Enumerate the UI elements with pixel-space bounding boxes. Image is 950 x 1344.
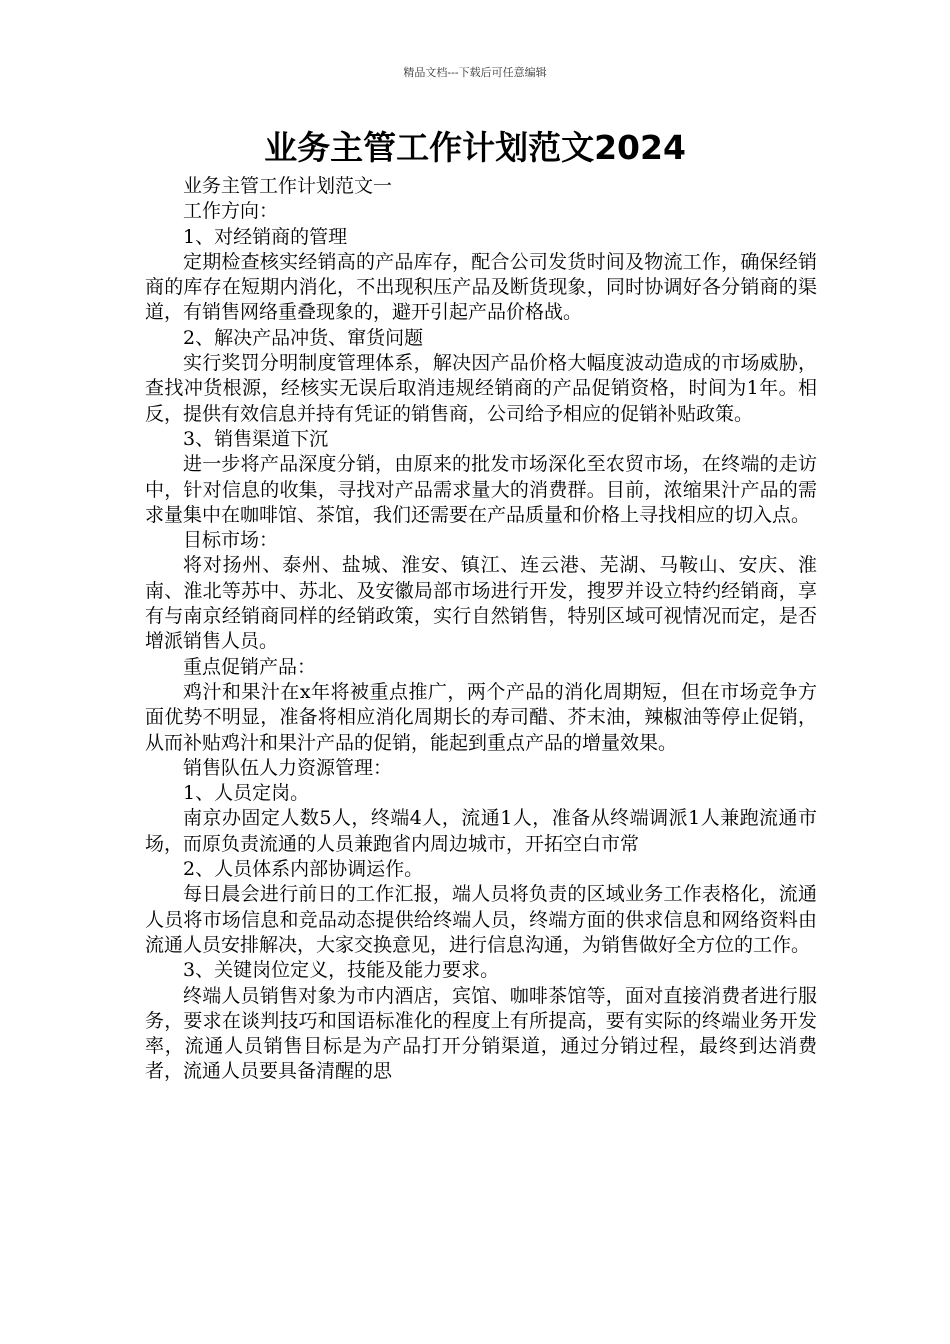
paragraph: 3、销售渠道下沉	[183, 427, 329, 450]
paragraph: 将对扬州、泰州、盐城、淮安、镇江、连云港、芜湖、马鞍山、安庆、淮南、淮北等苏中、苏北、及安徽局部市场进行开发，搜罗并设立特约经销商，享有与南京经销商同样的经销政策，实行自然销售，特别区域可视情况而定，是否增派销售人员。	[145, 554, 817, 653]
paragraph: 目标市场：	[183, 529, 279, 552]
paragraph: 每日晨会进行前日的工作汇报，端人员将负责的区域业务工作表格化，流通人员将市场信息和竞品动态提供给终端人员，终端方面的供求信息和网络资料由流通人员安排解决，大家交换意见，进行信息沟通，为销售做好全方位的工作。	[145, 883, 817, 956]
paragraph: 1、对经销商的管理	[183, 225, 348, 248]
paragraph: 实行奖罚分明制度管理体系，解决因产品价格大幅度波动造成的市场威胁，查找冲货根源，经核实无误后取消违规经销商的产品促销资格，时间为1年。相反，提供有效信息并持有凭证的销售商，公司给予相应的促销补贴政策。	[145, 352, 817, 425]
document-body	[145, 174, 817, 1085]
document-title: 业务主管工作计划范文2024	[264, 128, 686, 167]
paragraph: 终端人员销售对象为市内酒店，宾馆、咖啡茶馆等，面对直接消费者进行服务，要求在谈判技巧和国语标准化的程度上有所提高，要有实际的终端业务开发率，流通人员销售目标是为产品打开分销渠道，通过分销过程，最终到达消费者，流通人员要具备清醒的思	[145, 984, 817, 1083]
paragraph: 1、人员定岗。	[183, 782, 310, 805]
paragraph: 进一步将产品深度分销，由原来的批发市场深化至农贸市场，在终端的走访中，针对信息的收集，寻找对产品需求量大的消费群。目前，浓缩果汁产品的需求量集中在咖啡馆、茶馆，我们还需要在产品质量和价格上寻找相应的切入点。	[145, 453, 817, 526]
header-watermark: 精品文档---下载后可任意编辑	[403, 66, 547, 79]
paragraph: 销售队伍人力资源管理：	[183, 756, 393, 779]
paragraph: 业务主管工作计划范文一	[183, 175, 393, 197]
paragraph: 定期检查核实经销高的产品库存，配合公司发货时间及物流工作，确保经销商的库存在短期内消化，不出现积压产品及断货现象，同时协调好各分销商的渠道，有销售网络重叠现象的，避开引起产品价格战。	[145, 250, 817, 324]
paragraph: 2、人员体系内部协调运作。	[183, 858, 424, 881]
paragraph: 鸡汁和果汁在x年将被重点推广，两个产品的消化周期短，但在市场竞争方面优势不明显，准备将相应消化周期长的寿司醋、芥末油，辣椒油等停止促销，从而补贴鸡汁和果汁产品的促销，能起到重点产品的增量效果。	[145, 680, 817, 754]
paragraph: 工作方向：	[183, 200, 279, 223]
paragraph: 重点促销产品：	[183, 655, 317, 678]
paragraph: 2、解决产品冲货、窜货问题	[183, 326, 424, 349]
paragraph: 南京办固定人数5人，终端4人，流通1人，准备从终端调派1人兼跑流通市场，而原负责流通的人员兼跑省内周边城市，开拓空白市常	[145, 807, 817, 855]
paragraph: 3、关键岗位定义，技能及能力要求。	[183, 959, 500, 982]
